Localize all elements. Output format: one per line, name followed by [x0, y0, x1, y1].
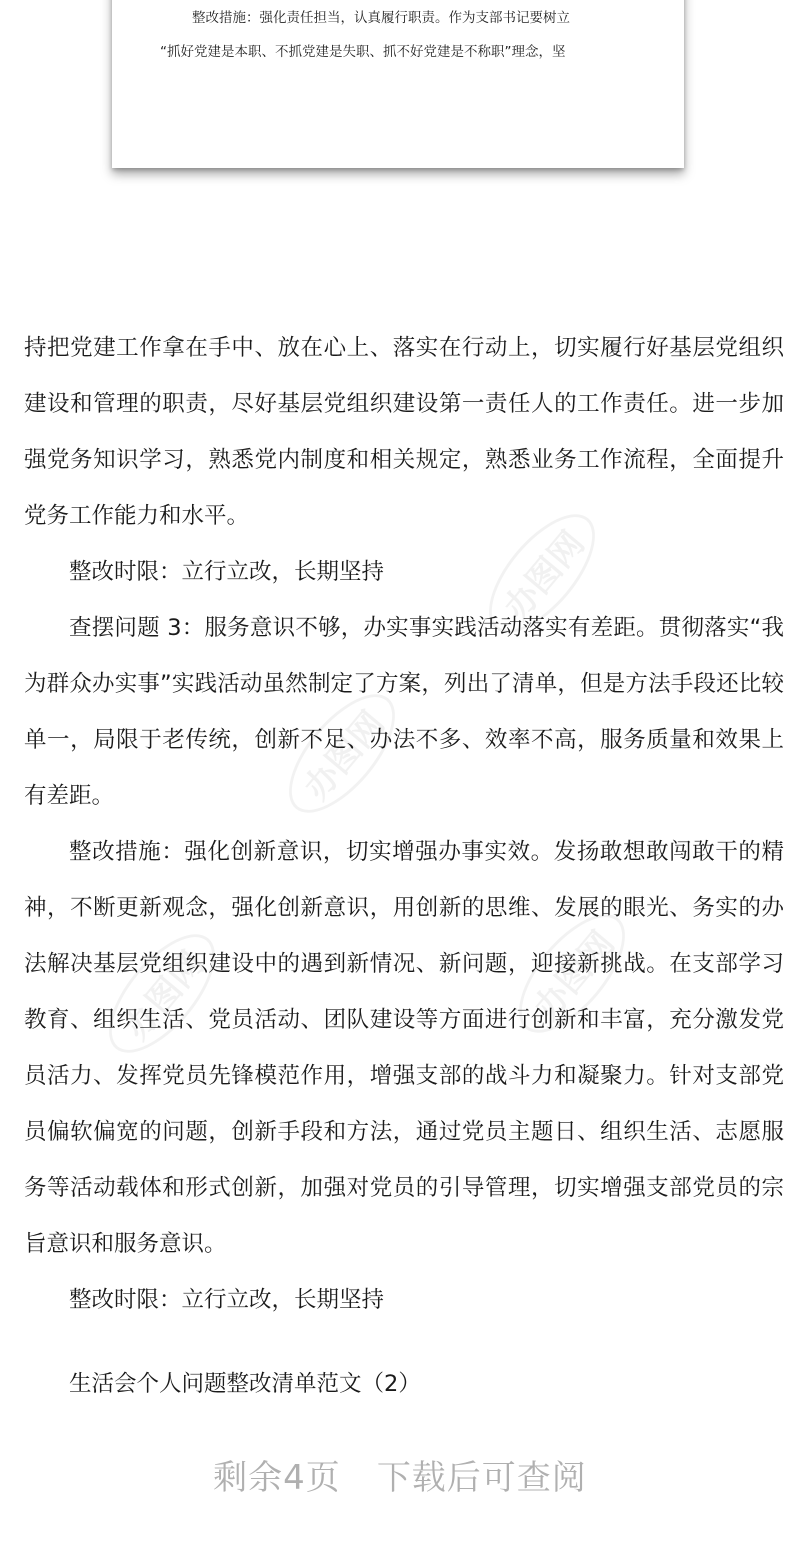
watermark: 办图网 — [90, 917, 234, 1070]
paragraph-continuation: 持把党建工作拿在手中、放在心上、落实在行动上，切实履行好基层党组织建设和管理的职责，尽好基层党组织建设第一责任人的工作责任。进一步加强党务知识学习，熟悉党内制度和相关规定，熟悉业务工作流程，全面提升党务工作能力和水平。 — [24, 335, 784, 529]
paragraph-deadline-2: 整改时限：立行立改，长期坚持 — [69, 1287, 385, 1313]
paragraph-measures: 整改措施：强化创新意识，切实增强办事实效。发扬敢想敢闯敢干的精神，不断更新观念，强化创新意识，用创新的思维、发展的眼光、务实的办法解决基层党组织建设中的遇到新情况、新问题，迎接新挑战。在支部学习教育、组织生活、党员活动、团队建设等方面进行创新和丰富，充分激发党员活力、发挥党员先锋模范作用，增强支部的战斗力和凝聚力。针对支部党员偏软偏宽的问题，创新手段和方法，通过党员主题日、组织生活、志愿服务等活动载体和形式创新，加强对党员的引导管理，切实增强支部党员的宗旨意识和服务意识。 — [24, 839, 784, 1257]
page-preview-card — [112, 0, 684, 168]
download-to-view-text: 下载后可查阅 — [376, 1458, 587, 1498]
paragraph-deadline: 整改时限：立行立改，长期坚持 — [69, 559, 385, 585]
remaining-pages-text: 剩余4页 — [213, 1458, 341, 1498]
watermark: 办图网 — [470, 497, 614, 650]
watermark: 办图网 — [270, 677, 414, 830]
watermark: 办图网 — [500, 897, 644, 1050]
paragraph-problem-3: 查摆问题 3：服务意识不够，办实事实践活动落实有差距。贯彻落实“我为群众办实事”实践活动虽然制定了方案，列出了清单，但是方法手段还比较单一，局限于老传统，创新不足、办法不多、效率不高，服务质量和效果上有差距。 — [24, 615, 784, 809]
preview-line-2: “抓好党建是本职、不抓党建是失职、抓不好党建是不称职”理念，坚 — [160, 44, 566, 60]
preview-line-1: 整改措施：强化责任担当，认真履行职责。作为支部书记要树立 — [192, 10, 570, 26]
document-body — [24, 320, 784, 1412]
section-heading: 生活会个人问题整改清单范文（2） — [69, 1371, 421, 1397]
remaining-pages-notice[interactable] — [0, 1450, 800, 1499]
